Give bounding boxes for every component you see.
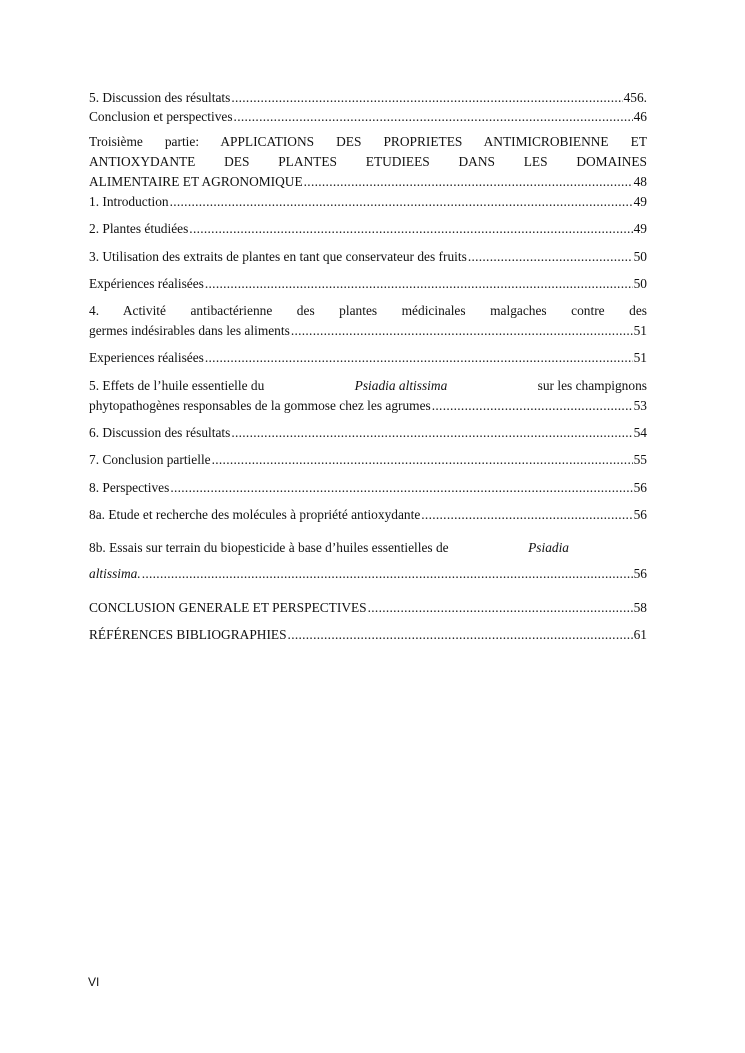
dot-leader	[468, 248, 633, 266]
toc-entry-page: 53	[633, 398, 647, 413]
toc-entry-title: germes indésirables dans les aliments	[89, 323, 290, 338]
dot-leader	[170, 479, 632, 497]
dot-leader	[432, 397, 633, 415]
toc-entry	[89, 275, 647, 293]
dot-leader	[205, 275, 633, 293]
toc-entry-line: ANTIOXYDANTE DES PLANTES ETUDIEES DANS LES DOMAINES	[89, 154, 647, 169]
toc-entry-title: Experiences réalisées	[89, 350, 204, 365]
dot-leader	[231, 424, 632, 442]
toc-entry-title: phytopathogènes responsables de la gommose chez les agrumes	[89, 398, 431, 413]
toc-entry	[89, 322, 647, 340]
toc-entry-page: 49	[633, 194, 647, 209]
toc-entry-line: Troisième partie: APPLICATIONS DES PROPRIETES ANTIMICROBIENNE ET	[89, 134, 647, 149]
dot-leader	[368, 599, 633, 617]
toc-entry	[89, 451, 647, 469]
dot-leader	[421, 506, 632, 524]
toc-entry-page: 46	[633, 109, 647, 124]
toc-entry-title: 8a. Etude et recherche des molécules à propriété antioxydante	[89, 507, 421, 522]
toc-entry	[89, 397, 647, 415]
toc-entry-text: 8b. Essais sur terrain du biopesticide à base d’huiles essentielles de	[89, 540, 449, 555]
toc-entry-page: 56	[633, 566, 647, 581]
toc-entry-title: ALIMENTAIRE ET AGRONOMIQUE	[89, 174, 303, 189]
toc-entry-title: Expériences réalisées	[89, 276, 204, 291]
toc-entry	[89, 220, 647, 238]
toc-entry-page: 51	[633, 350, 647, 365]
toc-entry-title: 6. Discussion des résultats	[89, 425, 231, 440]
dot-leader	[205, 349, 633, 367]
toc-entry-page: 55	[633, 452, 647, 467]
toc-entry-page: 61	[633, 627, 647, 642]
toc-entry-line	[89, 539, 569, 557]
toc-entry-title: 3. Utilisation des extraits de plantes en tant que conservateur des fruits	[89, 249, 467, 264]
toc-entry-title: RÉFÉRENCES BIBLIOGRAPHIES	[89, 627, 287, 642]
toc-entry	[89, 565, 647, 583]
toc-entry-title: 1. Introduction	[89, 194, 169, 209]
toc-entry	[89, 108, 647, 126]
species-name: altissima.	[89, 566, 141, 581]
toc-entry-line	[89, 377, 647, 395]
dot-leader	[170, 193, 633, 211]
toc-entry	[89, 626, 647, 644]
toc-entry-page: 58	[633, 600, 647, 615]
toc-entry-title: 8. Perspectives	[89, 480, 170, 495]
toc-entry-page: 48	[633, 174, 647, 189]
toc-entry-page: 50	[633, 276, 647, 291]
toc-entry-page: 51	[633, 323, 647, 338]
toc-entry-title: CONCLUSION GENERALE ET PERSPECTIVES	[89, 600, 367, 615]
toc-entry-text: 5. Effets de l’huile essentielle du	[89, 378, 265, 393]
toc-entry-text: sur les champignons	[537, 378, 647, 393]
toc-entry-page: 56	[633, 507, 647, 522]
dot-leader	[234, 108, 633, 126]
toc-entry-page: 56	[633, 480, 647, 495]
toc-entry-title: Conclusion et perspectives	[89, 109, 233, 124]
toc-entry	[89, 89, 647, 107]
toc-entry-page: 456.	[623, 90, 647, 105]
toc-entry-title: 5. Discussion des résultats	[89, 90, 231, 105]
toc-entry-page: 49	[633, 221, 647, 236]
toc-entry	[89, 599, 647, 617]
dot-leader	[288, 626, 633, 644]
dot-leader	[291, 322, 633, 340]
species-name: Psiadia altissima	[354, 378, 448, 393]
dot-leader	[142, 565, 633, 583]
toc-entry-title: 2. Plantes étudiées	[89, 221, 189, 236]
toc-entry	[89, 479, 647, 497]
dot-leader	[231, 89, 622, 107]
toc-entry-page: 50	[633, 249, 647, 264]
page-number: VI	[88, 975, 100, 989]
dot-leader	[304, 173, 633, 191]
toc-entry	[89, 506, 647, 524]
toc-entry	[89, 248, 647, 266]
toc-entry-page: 54	[633, 425, 647, 440]
toc-entry	[89, 173, 647, 191]
dot-leader	[189, 220, 632, 238]
toc-entry	[89, 424, 647, 442]
toc-entry-title: 7. Conclusion partielle	[89, 452, 211, 467]
toc-entry	[89, 349, 647, 367]
species-name: Psiadia	[528, 540, 569, 555]
toc-entry	[89, 193, 647, 211]
dot-leader	[212, 451, 633, 469]
toc-entry-line: 4. Activité antibactérienne des plantes médicinales malgaches contre des	[89, 303, 647, 318]
